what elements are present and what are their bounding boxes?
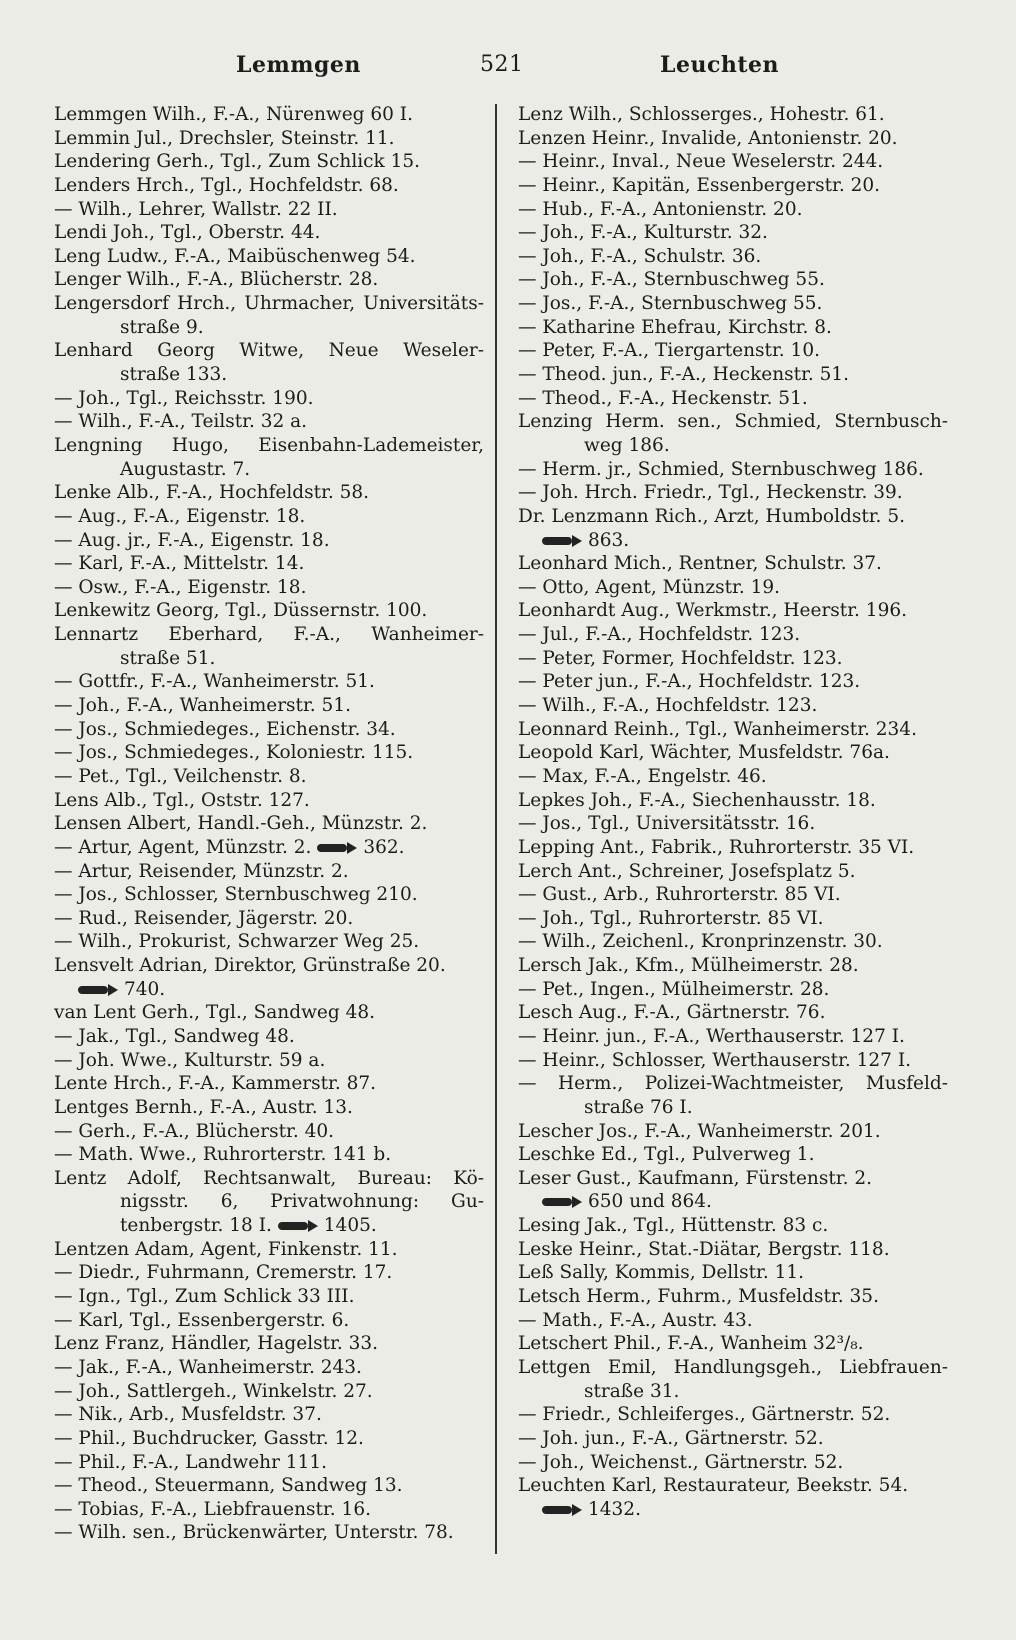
entry-text: — Wilh., Prokurist, Schwarzer Weg 25. xyxy=(54,931,420,953)
directory-entry-line xyxy=(518,576,948,600)
directory-entry-line xyxy=(54,387,484,411)
entry-text: Lenzen Heinr., Invalide, Antonienstr. 20. xyxy=(518,127,898,149)
directory-entry-line xyxy=(518,599,948,623)
entry-text: tenbergstr. 18 I. xyxy=(120,1215,272,1237)
directory-entry-line xyxy=(518,1143,948,1167)
directory-entry-line xyxy=(518,954,948,978)
directory-entry-line xyxy=(54,1238,484,1262)
page-header xyxy=(0,52,1016,92)
directory-entry-line xyxy=(54,1001,484,1025)
entry-text: straße 133. xyxy=(120,364,228,386)
entry-text: Lente Hrch., F.-A., Kammerstr. 87. xyxy=(54,1073,377,1095)
entry-text: — Osw., F.-A., Eigenstr. 18. xyxy=(54,576,307,598)
directory-entry-line xyxy=(54,434,484,458)
telephone-number: 1405. xyxy=(323,1215,377,1237)
directory-entry-line xyxy=(518,836,948,860)
entry-text: — Heinr. jun., F.-A., Werthauserstr. 127 I. xyxy=(518,1025,905,1047)
entry-text: — Gust., Arb., Ruhrorterstr. 85 VI. xyxy=(518,884,841,906)
directory-entry-line xyxy=(518,1025,948,1049)
directory-entry-line xyxy=(518,292,948,316)
directory-entry-line xyxy=(54,1025,484,1049)
entry-text: — Heinr., Schlosser, Werthauserstr. 127 I. xyxy=(518,1049,912,1071)
entry-text: Lepkes Joh., F.-A., Siechenhausstr. 18. xyxy=(518,789,876,811)
entry-text: Lenhard Georg Witwe, Neue Weseler- xyxy=(54,340,484,362)
entry-text: — Joh., F.-A., Schulstr. 36. xyxy=(518,245,762,267)
directory-entry-line xyxy=(518,718,948,742)
entry-text: Lerch Ant., Schreiner, Josefsplatz 5. xyxy=(518,860,856,882)
directory-entry-line xyxy=(54,1285,484,1309)
entry-text: — Joh., Weichenst., Gärtnerstr. 52. xyxy=(518,1451,844,1473)
directory-entry-line xyxy=(518,694,948,718)
directory-entry-line xyxy=(54,930,484,954)
entry-text: Leske Heinr., Stat.-Diätar, Bergstr. 118. xyxy=(518,1238,890,1260)
directory-entry-line xyxy=(518,812,948,836)
entry-text: — Peter jun., F.-A., Hochfeldstr. 123. xyxy=(518,671,861,693)
entry-text: — Tobias, F.-A., Liebfrauenstr. 16. xyxy=(54,1498,371,1520)
entry-text: — Jos., Schlosser, Sternbuschweg 210. xyxy=(54,884,418,906)
entry-text: Lentges Bernh., F.-A., Austr. 13. xyxy=(54,1096,353,1118)
directory-entry-line xyxy=(54,741,484,765)
entry-text: — Theod. jun., F.-A., Heckenstr. 51. xyxy=(518,364,850,386)
entry-text: — Wilh., F.-A., Hochfeldstr. 123. xyxy=(518,695,818,717)
directory-entry-line xyxy=(54,1072,484,1096)
directory-entry-line xyxy=(518,623,948,647)
entry-text: Lesing Jak., Tgl., Hüttenstr. 83 c. xyxy=(518,1215,829,1237)
telephone-icon xyxy=(278,1220,318,1232)
entry-text: Lens Alb., Tgl., Oststr. 127. xyxy=(54,789,310,811)
directory-entry-line xyxy=(518,268,948,292)
directory-entry-line xyxy=(54,623,484,647)
directory-entry-line xyxy=(518,1427,948,1451)
entry-text: Lemmin Jul., Drechsler, Steinstr. 11. xyxy=(54,127,395,149)
entry-text: — Peter, F.-A., Tiergartenstr. 10. xyxy=(518,340,820,362)
entry-text: — Math., F.-A., Austr. 43. xyxy=(518,1309,753,1331)
entry-text: Lenke Alb., F.-A., Hochfeldstr. 58. xyxy=(54,482,370,504)
directory-entry-line xyxy=(518,1380,948,1404)
telephone-icon xyxy=(317,842,357,854)
directory-entry-line xyxy=(54,599,484,623)
entry-text: — Joh., Sattlergeh., Winkelstr. 27. xyxy=(54,1380,373,1402)
entry-text: Lensen Albert, Handl.-Geh., Münzstr. 2. xyxy=(54,813,428,835)
directory-entry-line xyxy=(54,1356,484,1380)
directory-entry-line xyxy=(54,1190,484,1214)
directory-entry-line xyxy=(54,1120,484,1144)
entry-text: — Phil., F.-A., Landwehr 111. xyxy=(54,1451,327,1473)
directory-entry-line xyxy=(54,1096,484,1120)
entry-text: Lensvelt Adrian, Direktor, Grünstraße 20. xyxy=(54,955,446,977)
directory-entry-line xyxy=(518,1261,948,1285)
directory-entry-line xyxy=(518,647,948,671)
directory-entry-line xyxy=(518,741,948,765)
telephone-number: 1432. xyxy=(588,1498,641,1520)
directory-entry-line xyxy=(54,883,484,907)
entry-text: Letsch Herm., Fuhrm., Musfeldstr. 35. xyxy=(518,1286,879,1308)
directory-entry-line xyxy=(518,103,948,127)
entry-text: — Pet., Ingen., Mülheimerstr. 28. xyxy=(518,978,830,1000)
entry-text: Leschke Ed., Tgl., Pulverweg 1. xyxy=(518,1144,815,1166)
directory-entry-line xyxy=(54,1403,484,1427)
directory-entry-line xyxy=(54,127,484,151)
directory-entry-line xyxy=(518,907,948,931)
directory-entry-line xyxy=(54,647,484,671)
directory-entry-line xyxy=(54,363,484,387)
directory-entry-line xyxy=(54,1309,484,1333)
header-left-keyword: Lemmgen xyxy=(236,52,361,78)
entry-text: Lenz Franz, Händler, Hagelstr. 33. xyxy=(54,1333,379,1355)
entry-text: — Jos., Schmiedeges., Eichenstr. 34. xyxy=(54,718,396,740)
entry-text: — Theod., F.-A., Heckenstr. 51. xyxy=(518,387,808,409)
entry-text: weg 186. xyxy=(584,434,670,456)
entry-text: Lepping Ant., Fabrik., Ruhrorterstr. 35 VI. xyxy=(518,836,915,858)
entry-text: Leß Sally, Kommis, Dellstr. 11. xyxy=(518,1262,805,1284)
entry-text: — Phil., Buchdrucker, Gasstr. 12. xyxy=(54,1427,364,1449)
directory-entry-line xyxy=(518,1214,948,1238)
directory-entry-line xyxy=(54,836,484,860)
entry-text: Dr. Lenzmann Rich., Arzt, Humboldstr. 5. xyxy=(518,505,905,527)
directory-entry-line xyxy=(518,1356,948,1380)
directory-entry-line xyxy=(54,458,484,482)
entry-text: — Friedr., Schleiferges., Gärtnerstr. 52. xyxy=(518,1404,891,1426)
entry-text: — Jos., F.-A., Sternbuschweg 55. xyxy=(518,293,823,315)
entry-text: Lentzen Adam, Agent, Finkenstr. 11. xyxy=(54,1238,398,1260)
entry-text: straße 31. xyxy=(584,1380,680,1402)
directory-entry-line xyxy=(54,221,484,245)
directory-entry-line xyxy=(518,883,948,907)
directory-entry-line xyxy=(518,198,948,222)
entry-text: Letschert Phil., F.-A., Wanheim 32³/₈. xyxy=(518,1333,864,1355)
entry-text: Lemmgen Wilh., F.-A., Nürenweg 60 I. xyxy=(54,104,413,125)
telephone-number: 362. xyxy=(363,836,405,858)
directory-entry-line xyxy=(518,789,948,813)
directory-entry-line xyxy=(54,1332,484,1356)
directory-entry-line xyxy=(518,1120,948,1144)
directory-entry-line xyxy=(54,978,484,1002)
directory-entry-line xyxy=(518,339,948,363)
directory-entry-line xyxy=(54,718,484,742)
directory-entry-line xyxy=(54,316,484,340)
directory-entry-line xyxy=(518,1167,948,1191)
telephone-icon xyxy=(542,1504,582,1516)
directory-entry-line xyxy=(518,1332,948,1356)
directory-entry-line xyxy=(518,765,948,789)
directory-entry-line xyxy=(518,1309,948,1333)
header-right-keyword: Leuchten xyxy=(660,52,780,78)
directory-entry-line xyxy=(518,221,948,245)
directory-entry-line xyxy=(518,505,948,529)
directory-entry-line xyxy=(518,1190,948,1214)
directory-entry-line xyxy=(518,316,948,340)
entry-text: Augustastr. 7. xyxy=(120,458,251,480)
entry-text: Leng Ludw., F.-A., Maibüschenweg 54. xyxy=(54,245,416,267)
directory-entry-line xyxy=(54,1380,484,1404)
entry-text: Lettgen Emil, Handlungsgeh., Liebfrauen- xyxy=(518,1356,948,1378)
directory-entry-line xyxy=(54,481,484,505)
entry-text: Lenders Hrch., Tgl., Hochfeldstr. 68. xyxy=(54,174,399,196)
directory-entry-line xyxy=(518,860,948,884)
directory-entry-line xyxy=(54,812,484,836)
directory-entry-line xyxy=(54,505,484,529)
entry-text: — Joh. Wwe., Kulturstr. 59 a. xyxy=(54,1049,326,1071)
directory-entry-line xyxy=(518,481,948,505)
directory-entry-line xyxy=(54,1498,484,1522)
entry-text: nigsstr. 6, Privatwohnung: Gu- xyxy=(120,1191,484,1213)
entry-text: straße 9. xyxy=(120,316,204,338)
entry-text: — Artur, Reisender, Münzstr. 2. xyxy=(54,860,349,882)
directory-entry-line xyxy=(54,670,484,694)
directory-entry-line xyxy=(54,694,484,718)
directory-entry-line xyxy=(54,765,484,789)
directory-entry-line xyxy=(54,1427,484,1451)
directory-entry-line xyxy=(518,434,948,458)
telephone-icon xyxy=(78,984,118,996)
directory-entry-line xyxy=(518,1451,948,1475)
entry-text: — Joh., F.-A., Kulturstr. 32. xyxy=(518,222,768,244)
entry-text: — Otto, Agent, Münzstr. 19. xyxy=(518,576,781,598)
entry-text: — Jos., Schmiedeges., Koloniestr. 115. xyxy=(54,742,414,764)
directory-entry-line xyxy=(54,1521,484,1545)
directory-entry-line xyxy=(54,907,484,931)
directory-entry-line xyxy=(54,1049,484,1073)
directory-entry-line xyxy=(518,1403,948,1427)
entry-text: — Joh., F.-A., Sternbuschweg 55. xyxy=(518,269,825,291)
telephone-number: 740. xyxy=(124,978,166,1000)
entry-text: Leuchten Karl, Restaurateur, Beekstr. 54. xyxy=(518,1475,909,1497)
directory-entry-line xyxy=(54,1474,484,1498)
entry-text: Lennartz Eberhard, F.-A., Wanheimer- xyxy=(54,624,484,646)
entry-text: straße 76 I. xyxy=(584,1096,693,1118)
directory-entry-line xyxy=(518,1072,948,1096)
directory-entry-line xyxy=(54,1451,484,1475)
entry-text: Lersch Jak., Kfm., Mülheimerstr. 28. xyxy=(518,955,859,977)
directory-entry-line xyxy=(54,174,484,198)
entry-text: — Herm., Polizei-Wachtmeister, Musfeld- xyxy=(518,1073,948,1095)
entry-text: — Jos., Tgl., Universitätsstr. 16. xyxy=(518,813,816,835)
directory-entry-line xyxy=(518,127,948,151)
entry-text: — Herm. jr., Schmied, Sternbuschweg 186. xyxy=(518,458,924,480)
directory-entry-line xyxy=(518,1238,948,1262)
telephone-number: 863. xyxy=(588,529,630,551)
entry-text: Lescher Jos., F.-A., Wanheimerstr. 201. xyxy=(518,1120,881,1142)
directory-entry-line xyxy=(518,529,948,553)
entry-text: — Jak., Tgl., Sandweg 48. xyxy=(54,1025,295,1047)
directory-entry-line xyxy=(518,552,948,576)
directory-entry-line xyxy=(54,860,484,884)
directory-entry-line xyxy=(54,954,484,978)
telephone-number: 650 und 864. xyxy=(588,1191,712,1213)
left-column xyxy=(54,103,484,1545)
entry-text: — Wilh., F.-A., Teilstr. 32 a. xyxy=(54,411,308,433)
directory-entry-line xyxy=(518,930,948,954)
directory-entry-line xyxy=(54,268,484,292)
entry-text: — Heinr., Inval., Neue Weselerstr. 244. xyxy=(518,151,884,173)
directory-entry-line xyxy=(54,1261,484,1285)
entry-text: Leopold Karl, Wächter, Musfeldstr. 76a. xyxy=(518,742,890,764)
entry-text: Lengning Hugo, Eisenbahn-Lademeister, xyxy=(54,434,484,456)
directory-entry-line xyxy=(54,150,484,174)
entry-text: Lenzing Herm. sen., Schmied, Sternbusch- xyxy=(518,411,948,433)
directory-entry-line xyxy=(518,1096,948,1120)
entry-text: straße 51. xyxy=(120,647,216,669)
directory-entry-line xyxy=(518,978,948,1002)
entry-text: Leser Gust., Kaufmann, Fürstenstr. 2. xyxy=(518,1167,872,1189)
entry-text: — Wilh. sen., Brückenwärter, Unterstr. 78. xyxy=(54,1522,454,1544)
entry-text: — Joh. Hrch. Friedr., Tgl., Heckenstr. 39. xyxy=(518,482,903,504)
entry-text: — Ign., Tgl., Zum Schlick 33 III. xyxy=(54,1286,355,1308)
entry-text: — Heinr., Kapitän, Essenbergerstr. 20. xyxy=(518,174,881,196)
entry-text: — Theod., Steuermann, Sandweg 13. xyxy=(54,1475,403,1497)
entry-text: — Joh. jun., F.-A., Gärtnerstr. 52. xyxy=(518,1427,824,1449)
telephone-icon xyxy=(542,535,582,547)
entry-text: — Diedr., Fuhrmann, Cremerstr. 17. xyxy=(54,1262,393,1284)
right-column xyxy=(518,103,948,1521)
entry-text: — Aug. jr., F.-A., Eigenstr. 18. xyxy=(54,529,330,551)
entry-text: — Nik., Arb., Musfeldstr. 37. xyxy=(54,1404,322,1426)
entry-text: — Karl, Tgl., Essenbergerstr. 6. xyxy=(54,1309,350,1331)
directory-entry-line xyxy=(518,1474,948,1498)
entry-text: Lendering Gerh., Tgl., Zum Schlick 15. xyxy=(54,151,421,173)
entry-text: — Katharine Ehefrau, Kirchstr. 8. xyxy=(518,316,832,338)
entry-text: Lentz Adolf, Rechtsanwalt, Bureau: Kö- xyxy=(54,1167,484,1189)
entry-text: Lesch Aug., F.-A., Gärtnerstr. 76. xyxy=(518,1002,826,1024)
entry-text: Lenz Wilh., Schlosserges., Hohestr. 61. xyxy=(518,104,885,125)
directory-entry-line xyxy=(518,1001,948,1025)
directory-entry-line xyxy=(518,245,948,269)
directory-entry-line xyxy=(54,103,484,127)
directory-entry-line xyxy=(518,174,948,198)
entry-text: van Lent Gerh., Tgl., Sandweg 48. xyxy=(54,1002,375,1024)
entry-text: — Jul., F.-A., Hochfeldstr. 123. xyxy=(518,624,801,646)
directory-entry-line xyxy=(518,670,948,694)
directory-entry-line xyxy=(54,1167,484,1191)
entry-text: — Karl, F.-A., Mittelstr. 14. xyxy=(54,553,305,575)
entry-text: Lenger Wilh., F.-A., Blücherstr. 28. xyxy=(54,269,379,291)
entry-text: Lengersdorf Hrch., Uhrmacher, Universitäts- xyxy=(54,293,484,315)
directory-entry-line xyxy=(54,1214,484,1238)
directory-entry-line xyxy=(54,789,484,813)
directory-entry-line xyxy=(518,363,948,387)
directory-entry-line xyxy=(54,552,484,576)
entry-text: Leonnard Reinh., Tgl., Wanheimerstr. 234. xyxy=(518,718,917,740)
directory-entry-line xyxy=(54,198,484,222)
directory-entry-line xyxy=(518,1285,948,1309)
entry-text: — Joh., Tgl., Reichsstr. 190. xyxy=(54,387,314,409)
entry-text: — Wilh., Zeichenl., Kronprinzenstr. 30. xyxy=(518,931,883,953)
directory-entry-line xyxy=(54,245,484,269)
directory-entry-line xyxy=(54,339,484,363)
entry-text: — Artur, Agent, Münzstr. 2. xyxy=(54,836,312,858)
entry-text: — Aug., F.-A., Eigenstr. 18. xyxy=(54,505,306,527)
entry-text: — Wilh., Lehrer, Wallstr. 22 II. xyxy=(54,198,338,220)
entry-text: — Peter, Former, Hochfeldstr. 123. xyxy=(518,647,843,669)
directory-entry-line xyxy=(518,387,948,411)
entry-text: — Gerh., F.-A., Blücherstr. 40. xyxy=(54,1120,335,1142)
entry-text: — Joh., Tgl., Ruhrorterstr. 85 VI. xyxy=(518,907,824,929)
entry-text: — Rud., Reisender, Jägerstr. 20. xyxy=(54,907,354,929)
directory-entry-line xyxy=(518,1049,948,1073)
entry-text: — Max, F.-A., Engelstr. 46. xyxy=(518,765,767,787)
directory-entry-line xyxy=(518,458,948,482)
directory-entry-line xyxy=(518,410,948,434)
directory-entry-line xyxy=(518,150,948,174)
page-number: 521 xyxy=(480,52,524,77)
directory-entry-line xyxy=(54,1143,484,1167)
entry-text: Leonhard Mich., Rentner, Schulstr. 37. xyxy=(518,553,882,575)
entry-text: — Gottfr., F.-A., Wanheimerstr. 51. xyxy=(54,671,375,693)
entry-text: Leonhardt Aug., Werkmstr., Heerstr. 196. xyxy=(518,600,907,622)
directory-entry-line xyxy=(54,410,484,434)
directory-entry-line xyxy=(54,529,484,553)
entry-text: — Pet., Tgl., Veilchenstr. 8. xyxy=(54,765,307,787)
entry-text: — Joh., F.-A., Wanheimerstr. 51. xyxy=(54,695,351,717)
entry-text: Lenkewitz Georg, Tgl., Düssernstr. 100. xyxy=(54,600,428,622)
telephone-icon xyxy=(542,1196,582,1208)
directory-entry-line xyxy=(518,1498,948,1522)
entry-text: — Hub., F.-A., Antonienstr. 20. xyxy=(518,198,803,220)
entry-text: Lendi Joh., Tgl., Oberstr. 44. xyxy=(54,222,321,244)
entry-text: — Math. Wwe., Ruhrorterstr. 141 b. xyxy=(54,1144,392,1166)
column-divider xyxy=(495,104,497,1554)
directory-entry-line xyxy=(54,576,484,600)
directory-entry-line xyxy=(54,292,484,316)
entry-text: — Jak., F.-A., Wanheimerstr. 243. xyxy=(54,1356,362,1378)
